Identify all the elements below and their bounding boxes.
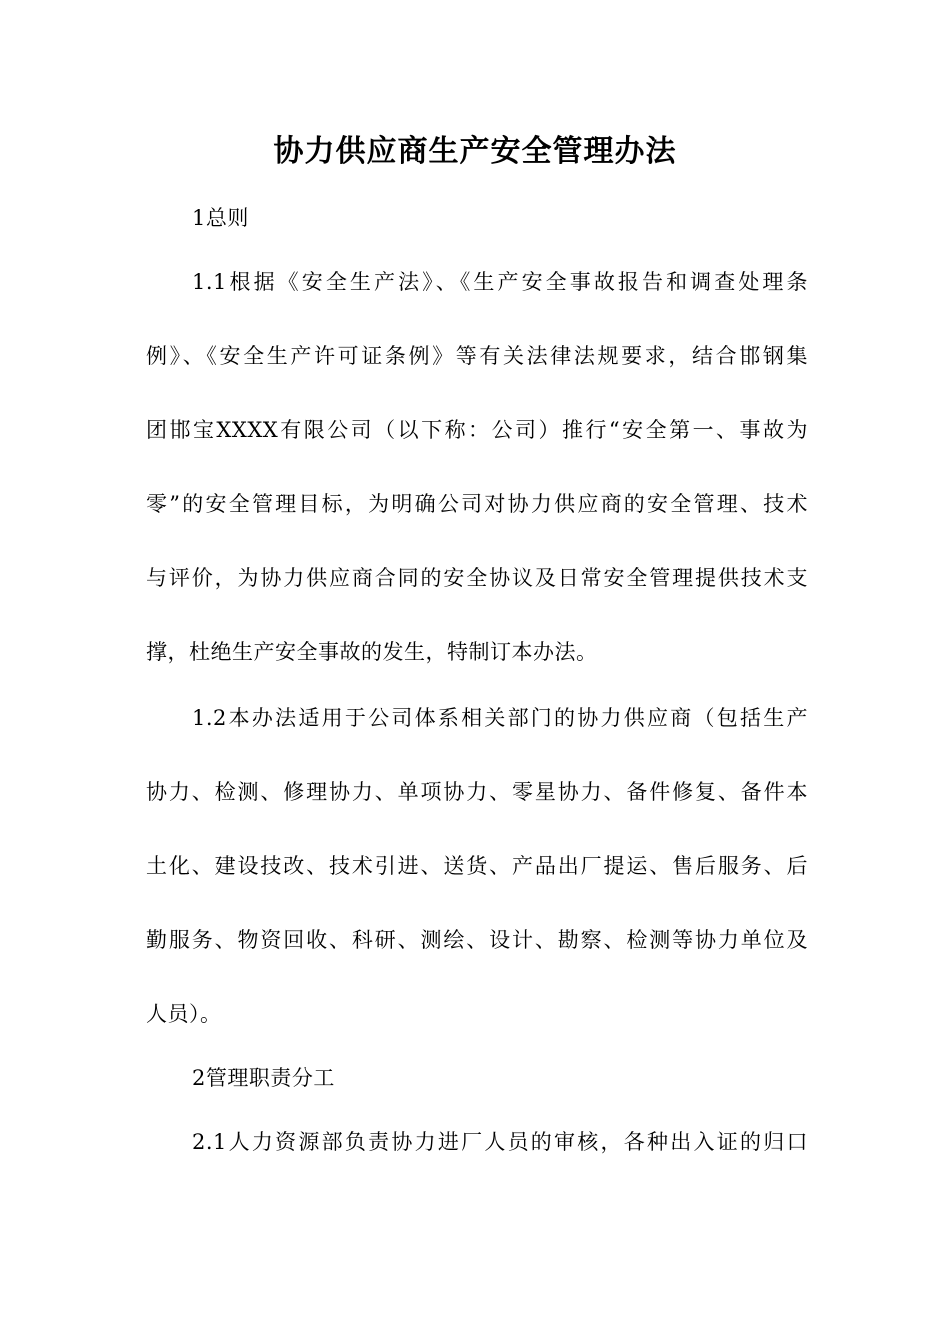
- paragraph-1-1-line: 与评价，为协力供应商合同的安全协议及日常安全管理提供技术支: [146, 566, 808, 590]
- paragraph-2-1-line: 2.1人力资源部负责协力进厂人员的审核，各种出入证的归口: [192, 1130, 808, 1154]
- paragraph-1-2-line: 协力、检测、修理协力、单项协力、零星协力、备件修复、备件本: [146, 780, 808, 804]
- paragraph-1-2-line: 土化、建设技改、技术引进、送货、产品出厂提运、售后服务、后: [146, 854, 808, 878]
- section-heading-2: 2管理职责分工: [192, 1066, 335, 1090]
- paragraph-1-1-line: 例》、《安全生产许可证条例》等有关法律法规要求，结合邯钢集: [146, 344, 808, 368]
- section-heading-1: 1总则: [192, 206, 249, 230]
- paragraph-1-1-line: 1.1根据《安全生产法》、《生产安全事故报告和调查处理条: [192, 270, 808, 294]
- paragraph-1-1-line: 零”的安全管理目标，为明确公司对协力供应商的安全管理、技术: [146, 492, 808, 516]
- paragraph-1-2-line: 人员）。: [146, 1002, 222, 1026]
- paragraph-1-1-line: 撑，杜绝生产安全事故的发生，特制订本办法。: [146, 640, 598, 664]
- paragraph-1-2-line: 勤服务、物资回收、科研、测绘、设计、勘察、检测等协力单位及: [146, 928, 808, 952]
- paragraph-1-1-line: 团邯宝XXXX有限公司（以下称：公司）推行“安全第一、事故为: [146, 418, 808, 442]
- document-title: 协力供应商生产安全管理办法: [273, 134, 677, 169]
- paragraph-1-2-line: 1.2本办法适用于公司体系相关部门的协力供应商（包括生产: [192, 706, 808, 730]
